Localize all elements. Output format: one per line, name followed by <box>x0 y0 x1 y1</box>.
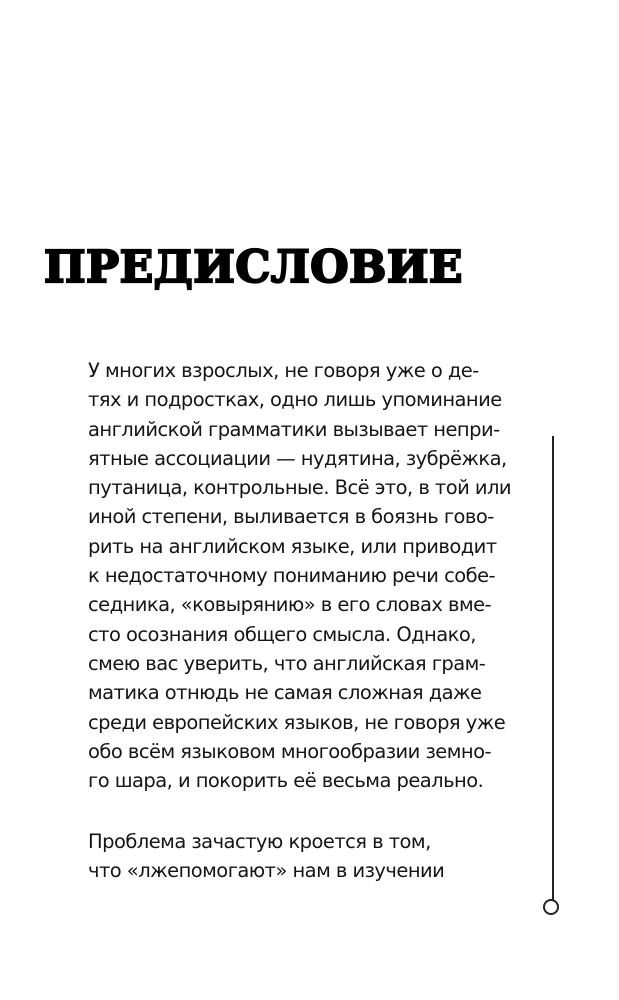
chapter-heading: ПРЕДИСЛОВИЕ <box>44 242 463 293</box>
text-line: путаница, контрольные. Всё это, в той или <box>88 476 512 500</box>
rule-circle-end <box>543 899 559 915</box>
text-line: что «лжепомогают» нам в изучении <box>88 859 445 883</box>
decorative-vertical-rule <box>552 436 554 902</box>
text-line: Проблема зачастую кроется в том, <box>88 830 431 853</box>
text-line: тях и подростках, одно лишь упоминание <box>88 388 502 412</box>
text-line: обо всём языковом многообразии земно- <box>88 739 491 763</box>
text-line: иной степени, выливается в боязнь гово- <box>88 505 494 529</box>
text-line: У многих взрослых, не говоря уже о де- <box>88 359 479 382</box>
text-line: к недостаточному пониманию речи собе- <box>88 564 496 588</box>
text-line: английской грамматики вызывает непри- <box>88 417 500 441</box>
text-line: рить на английском языке, или приводит <box>88 534 497 558</box>
paragraph-2 <box>88 827 488 886</box>
text-line: го шара, и покорить её весьма реально. <box>88 769 484 793</box>
text-line: смею вас уверить, что английская грам- <box>88 651 486 675</box>
text-line: ятные ассоциации — нудятина, зубрёжка, <box>88 446 507 470</box>
text-line: сто осознания общего смысла. Однако, <box>88 622 476 646</box>
text-line: седника, «ковырянию» в его словах вме- <box>88 593 492 617</box>
text-line: среди европейских языков, не говоря уже <box>88 710 506 734</box>
paragraph-1 <box>88 356 512 795</box>
text-line: матика отнюдь не самая сложная даже <box>88 681 482 705</box>
